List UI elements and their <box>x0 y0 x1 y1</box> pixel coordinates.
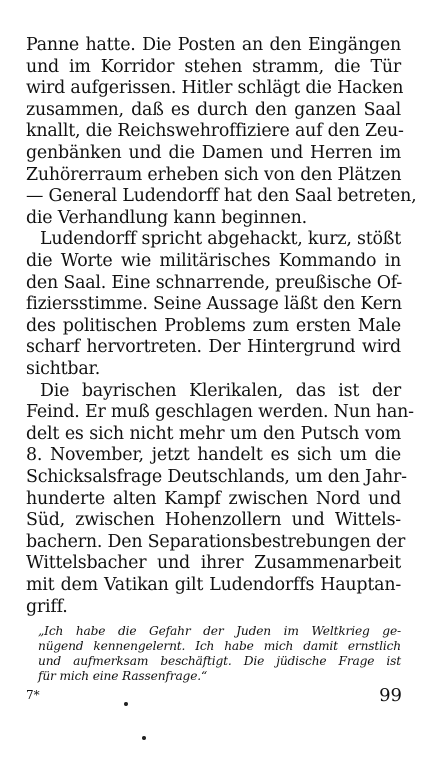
text-line: zusammen, daß es durch den ganzen Saal <box>26 99 401 120</box>
text-line: scharf hervortreten. Der Hintergrund wird <box>26 337 401 358</box>
signature-mark: 7* <box>26 688 40 702</box>
text-line: knallt, die Reichswehroffiziere auf den Zeu- <box>26 121 404 142</box>
text-line: fiziersstimme. Seine Aussage läßt den Kern <box>26 294 402 315</box>
text-line: hunderte alten Kampf zwischen Nord und <box>26 488 401 509</box>
footnote-line: nügend kennengelernt. Ich habe mich damit ernstlich <box>38 639 401 654</box>
text-line: des politischen Problems zum ersten Male <box>26 315 401 336</box>
text-line: Die bayrischen Klerikalen, das ist der <box>40 380 401 401</box>
footnote-line: „Ich habe die Gefahr der Juden im Weltkrieg ge- <box>38 624 401 639</box>
text-line: sichtbar. <box>26 359 101 379</box>
text-line: die Worte wie militärisches Kommando in <box>26 251 401 271</box>
text-line: Feind. Er muß geschlagen werden. Nun han- <box>26 402 414 423</box>
text-line: Panne hatte. Die Posten an den Eingängen <box>26 35 401 55</box>
text-line: die Verhandlung kann beginnen. <box>26 207 307 228</box>
page-number: 99 <box>379 685 402 706</box>
speck <box>142 736 146 740</box>
speck <box>124 702 128 706</box>
text-line: Ludendorff spricht abgehackt, kurz, stößt <box>40 229 401 250</box>
text-line: und im Korridor stehen stramm, die Tür <box>26 56 401 77</box>
text-line: genbänken und die Damen und Herren im <box>26 143 401 163</box>
footnote-line: und aufmerksam beschäftigt. Die jüdische Frage ist <box>38 654 401 669</box>
text-line: Wittelsbacher und ihrer Zusammenarbeit <box>26 553 401 574</box>
text-line: Zuhörerraum erheben sich von den Plätzen <box>26 164 402 185</box>
text-line: mit dem Vatikan gilt Ludendorffs Hauptan- <box>26 575 401 595</box>
text-line: Süd, zwischen Hohenzollern und Wittels- <box>26 510 401 531</box>
text-line: bachern. Den Separationsbestrebungen der <box>26 531 406 552</box>
text-line: den Saal. Eine schnarrende, preußische Of- <box>26 272 403 293</box>
text-line: wird aufgerissen. Hitler schlägt die Hacken <box>26 78 404 99</box>
text-line: — General Ludendorff hat den Saal betreten, <box>26 186 417 207</box>
text-line: 8. November, jetzt handelt es sich um die <box>26 445 401 466</box>
footnote-line: für mich eine Rassenfrage.“ <box>38 669 208 684</box>
text-line: griff. <box>26 596 68 617</box>
text-line: delt es sich nicht mehr um den Putsch vom <box>26 423 401 444</box>
text-line: Schicksalsfrage Deutschlands, um den Jahr- <box>26 467 407 487</box>
